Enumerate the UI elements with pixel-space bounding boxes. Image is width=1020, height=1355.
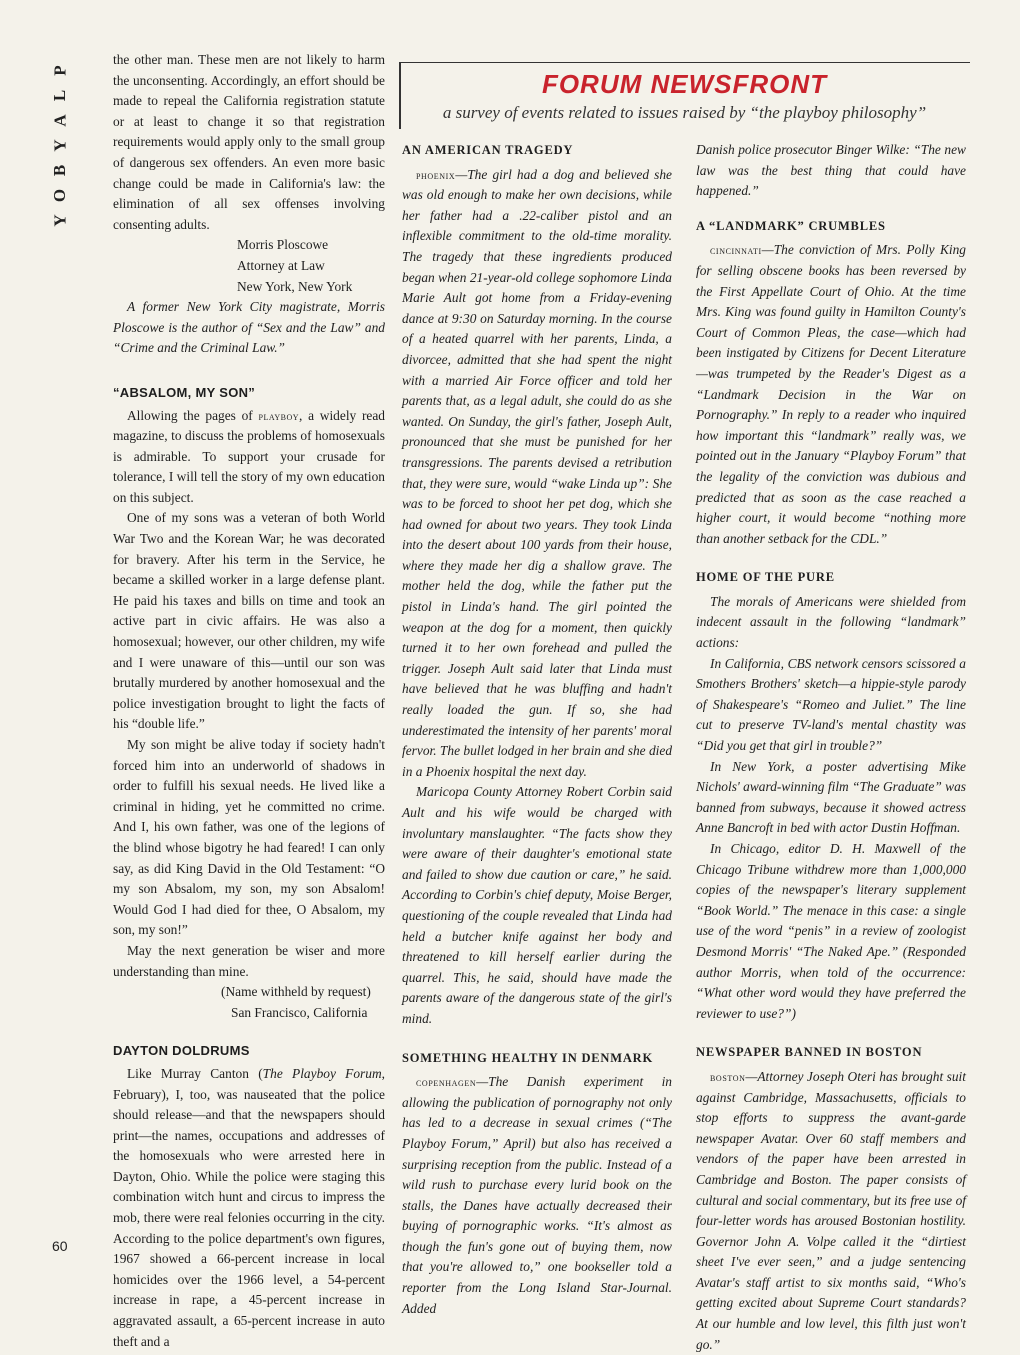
column-3	[696, 140, 966, 1355]
dateline: copenhagen	[416, 1075, 477, 1090]
logo-letter: Y	[50, 139, 70, 152]
text: , February), I, too, was nauseated that the police should release—and that the newspapers should print—the names, occupations and addresses of the homosexuals who were arrested here in Dayton, Ohio. While the police were staging this combination witch hunt and circus to impress the mob, there were real felonies occurring in the city. According to the police department's own figures, 1967 showed a 66-percent increase in local homicides over the 1966 level, a 54-percent increase in rape, a 45-percent increase in aggravated assault, a 65-percent increase in auto theft and a	[113, 1065, 385, 1349]
header-title: FORUM NEWSFRONT	[541, 69, 828, 99]
signature-line: Morris Ploscowe	[237, 237, 329, 253]
paragraph: One of my sons was a veteran of both World War Two and the Korean War; he was decorated for bravery. After his term in the Service, he became a skilled worker in a large defense plant. He paid his taxes and bills on time and took an active part in civic affairs. He was also a homosexual; however, our other children, my wife and I were unaware of this—until our son was brutally murdered by another homosexual and the police investigation brought to light the facts of his “double life.”	[113, 510, 385, 732]
section-heading: SOMETHING HEALTHY IN DENMARK	[402, 1050, 654, 1065]
italic-text: The Playboy Forum	[262, 1065, 382, 1081]
paragraph: In Chicago, editor D. H. Maxwell of the Chicago Tribune withdrew more than 1,000,000 copies of the newspaper's literary supplement “Book World.” The menace in this case: a single use of the word “penis” in a review of zoologist Desmond Morris' “The Naked Ape.” (Responded author Morris, when told of the occurrence: “What other word would they have preferred the reviewer to use?”)	[696, 841, 966, 1021]
paragraph: In California, CBS network censors scissored a Smothers Brothers' sketch—a hippie-style parody of Shakespeare's “Romeo and Juliet.” The line cut to preserve TV-land's mental chastity was “Did you get that girl in trouble?”	[696, 655, 966, 754]
paragraph: May the next generation be wiser and more understanding than mine.	[113, 942, 385, 979]
logo-letter: A	[50, 114, 70, 127]
paragraph: The morals of Americans were shielded from indecent assault in the following “landmark” actions:	[696, 593, 966, 651]
signature-line: Attorney at Law	[237, 257, 325, 273]
text: —The conviction of Mrs. Polly King for selling obscene books has been reversed by the First Appellate Court of Ohio. At the time Mrs. King was found guilty in Hamilton County's Court of Common Pleas, the case—which had been instigated by Citizens for Decent Literature—was trumpeted by the Reader's Digest as a “Landmark Decision in the War on Pornography.” In reply to a reader who inquired how important this “landmark” really was, we pointed out in the January “Playboy Forum” that the legality of the conviction was dubious and predicted that as soon as the case reached a higher court, it would become “nothing more than another setback for the CDL.”	[696, 242, 966, 546]
paragraph	[696, 1067, 966, 1355]
section-heading: AN AMERICAN TRAGEDY	[402, 143, 574, 157]
logo-letter: P	[50, 65, 70, 76]
logo-letter: Y	[50, 214, 70, 227]
header-subtitle: a survey of events related to issues raised by “the playboy philosophy”	[442, 103, 927, 122]
text: —Attorney Joseph Oteri has brought suit against Cambridge, Massachusetts, officials to stop efforts to suppress the avant-garde newspaper Avatar. Over 60 staff members and vendors of the paper have been arrested in Cambridge and Boston. The paper consists of cultural and social commentary, but its free use of four-letter words has aroused Bostonian hostility. Governor John A. Volpe called it the “dirtiest sheet I've ever seen,” and a judge sentencing Avatar's staff artist to six months said, “Who's getting excited about Supreme Court standards? At our humble and low level, this filth just won't go.”	[696, 1068, 966, 1352]
text: Allowing the pages of	[127, 407, 259, 423]
section-heading: “ABSALOM, MY SON”	[113, 384, 256, 400]
paragraph	[402, 1072, 672, 1319]
signature-line: San Francisco, California	[231, 1004, 368, 1020]
logo-letter: O	[50, 188, 70, 203]
dateline: boston	[710, 1069, 746, 1084]
section-heading: NEWSPAPER BANNED IN BOSTON	[696, 1045, 923, 1060]
page-number: 60	[52, 1238, 68, 1254]
section-heading: DAYTON DOLDRUMS	[113, 1043, 250, 1059]
text: —The girl had a dog and believed she was old enough to make her own decisions, while her father had a .22-caliber pistol and an inflexible commitment to the old-time morality. The tragedy that these ingredients produced began when 21-year-old college sophomore Linda Marie Ault got home from a Friday-evening dance at 9:30 on Saturday morning. In the course of a heated quarrel with her parents, Linda, a divorcee, admitted that she had spent the night with a married Air Force officer and told her parents that, as a legal adult, she could do as she wanted. On Sunday, the girl's father, Joseph Ault, pronounced that she must be punished for her transgressions. The parents devised a retribution that, they were sure, would “wake Linda up”: She was to be forced to shoot her pet dog, which she had owned for about two years. They took Linda into the desert about 100 yards from their house, where they made her dig a shallow grave. The mother held the dog, while the father put the pistol in Linda's hand. The girl pointed the weapon at the dog for a moment, then quickly turned it to her own forehead and pulled the trigger. Joseph Ault said later that Linda must have believed that he was bluffing and hadn't really loaded the gun. If so, she had underestimated the intensity of her parents' moral fervor. The bullet lodged in her brain and she died in a Phoenix hospital the next day.	[402, 166, 673, 779]
paragraph	[696, 240, 966, 549]
signature-line: New York, New York	[237, 278, 353, 294]
paragraph	[113, 1064, 385, 1352]
signature-line: (Name withheld by request)	[221, 984, 371, 1000]
text: , a widely read magazine, to discuss the problems of homosexuals is admirable. To support your crusade for tolerance, I will tell the story of my own education on this subject.	[113, 407, 385, 505]
column-1	[113, 50, 385, 1352]
dateline: phoenix	[416, 167, 456, 182]
paragraph: the other man. These men are not likely to harm the unconsenting. Accordingly, an effort should be made to repeal the California registration statute or at least to change it so that registration requirements would apply only to the small group of dangerous sex offenders. An even more basic change could be made in California's law: the elimination of all sex offenses involving consenting adults.	[113, 52, 385, 232]
section-heading: A “LANDMARK” CRUMBLES	[696, 218, 886, 233]
logo-letter: L	[50, 89, 70, 102]
dateline: cincinnati	[710, 243, 762, 258]
forum-header	[399, 62, 970, 129]
magazine-name: playboy	[258, 408, 300, 423]
column-2	[402, 140, 672, 1319]
editor-note: A former New York City magistrate, Morris Ploscowe is the author of “Sex and the Law” and “Crime and the Criminal Law.”	[113, 299, 385, 356]
text: —The Danish experiment in allowing the publication of pornography not only has led to a decrease in sexual crimes (“The Playboy Forum,” April) but also has received a surprising reception from the public. Instead of a wild rush to purchase every lurid book on the stalls, the Danes have actually decreased their buying of pornographic works. “It's almost as though the fun's gone out of buying them, now that you're allowed to,” one bookseller told a reporter from the Long Island Star-Journal. Added	[402, 1074, 672, 1316]
paragraph	[113, 406, 385, 509]
logo-letter: B	[50, 164, 70, 177]
text: Like Murray Canton (	[127, 1065, 263, 1081]
paragraph: Maricopa County Attorney Robert Corbin said Ault and his wife would be charged with involuntary manslaughter. “The facts show they were aware of their daughter's emotional state and failed to show due caution or care,” he said. According to Corbin's chief deputy, Moise Berger, questioning of the couple revealed that Linda had held a butcher knife against her body and threatened to kill herself earlier during the quarrel. This, he said, should have made the parents aware of the dangerous state of the girl's mind.	[402, 784, 672, 1026]
side-logo	[50, 58, 70, 233]
paragraph: Danish police prosecutor Binger Wilke: “The new law was the best thing that could have happened.”	[696, 142, 966, 199]
paragraph	[402, 165, 672, 783]
section-heading: HOME OF THE PURE	[696, 570, 835, 585]
paragraph: In New York, a poster advertising Mike Nichols' award-winning film “The Graduate” was banned from subways, because it showed actress Anne Bancroft in bed with actor Dustin Hoffman.	[696, 758, 966, 836]
paragraph: My son might be alive today if society hadn't forced him into an underworld of shadows in order to fulfill his sexual needs. He lived like a criminal in hiding, yet he committed no crime. And I, his own father, was one of the legions of the blind whose bigotry he had feared! I can only say, as did King David in the Old Testament: “O my son Absalom, my son, my son Absalom! Would God I had died for thee, O Absalom, my son, my son!”	[113, 737, 385, 938]
